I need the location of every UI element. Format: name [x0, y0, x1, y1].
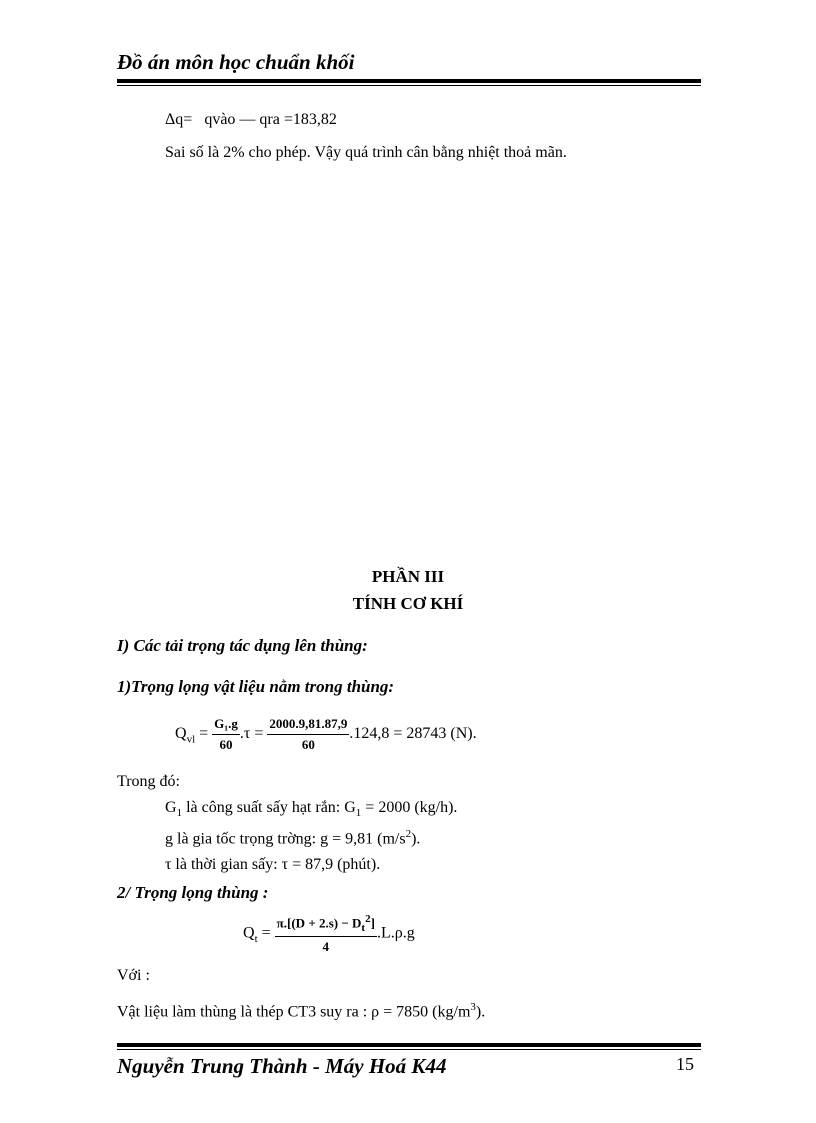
material-sup: 3 — [470, 1001, 476, 1013]
formula-qt — [243, 913, 415, 955]
formula-qt-rest: .L.ρ.g — [376, 924, 415, 942]
formula-tau: .τ = — [239, 725, 268, 743]
with-label: Với : — [117, 967, 150, 984]
fraction-denominator: 4 — [322, 938, 330, 954]
g-text: g là gia tốc trọng trờng: g = 9,81 (m/s — [165, 830, 406, 848]
footer-rule-thick — [117, 1043, 701, 1047]
numerator-tail: ] — [370, 915, 375, 931]
fraction-numerator — [275, 913, 377, 937]
formula-qt-lhs: Q — [243, 924, 255, 942]
formula-qvl-lhs: Q — [175, 725, 187, 743]
fraction-denominator: 60 — [219, 737, 233, 752]
fraction-numerator: 2000.9,81.87,9 — [267, 716, 349, 735]
material-tail: ). — [475, 1003, 486, 1021]
heading-loads: I) Các tải trọng tác dụng lên thùng: — [117, 636, 368, 655]
g-sup: 2 — [405, 828, 412, 840]
g1-symbol: G — [165, 799, 177, 816]
section-title: TÍNH CƠ KHÍ — [352, 594, 464, 613]
material-text: Vật liệu làm thùng là thép CT3 suy ra : ρ = 7850 (kg/m — [117, 1003, 471, 1021]
part-heading: PHẦN III — [371, 567, 445, 586]
where-label: Trong đó: — [117, 773, 180, 790]
delta-q-line — [165, 110, 337, 130]
fraction-denominator: 60 — [301, 737, 315, 752]
header-rule-thin — [117, 85, 701, 86]
g1-text: là công suất sấy hạt rắn: G — [182, 799, 356, 816]
formula-qt-eq: = — [257, 924, 275, 942]
formula-qvl — [175, 716, 477, 753]
formula-qt-lhs-sub: t — [254, 932, 258, 945]
fraction-numerator: G₁.g — [212, 716, 240, 735]
tau-definition: τ là thời gian sấy: τ = 87,9 (phút). — [165, 856, 381, 873]
fraction-g1g-over-60 — [212, 716, 240, 753]
fraction-numeric — [267, 716, 349, 753]
error-statement: Sai số là 2% cho phép. Vậy quá trình cân bằng nhiệt thoả mãn. — [165, 144, 567, 161]
numerator-sub: t — [361, 921, 366, 934]
g-tail: ). — [411, 830, 421, 848]
header-title: Đồ án môn học chuẩn khối — [117, 50, 355, 74]
g1-sub: 1 — [176, 807, 183, 820]
formula-qvl-eq: = — [195, 725, 213, 743]
formula-qvl-lhs-sub: vl — [186, 733, 196, 746]
g1-definition — [165, 798, 457, 823]
heading-material-weight: 1)Trọng lọng vật liệu nằm trong thùng: — [117, 677, 395, 696]
g1-value: = 2000 (kg/h). — [361, 799, 458, 816]
material-line — [117, 997, 485, 1022]
heading-drum-weight: 2/ Trọng lọng thùng : — [117, 883, 269, 902]
delta-expression: qvào — qra =183,82 — [204, 111, 337, 128]
g-definition — [165, 824, 420, 849]
header-rule-thick — [117, 79, 701, 83]
footer-rule-thin — [117, 1049, 701, 1050]
g1-sub2: 1 — [355, 807, 362, 820]
numerator-text: π.[(D + 2.s) − D — [276, 915, 362, 931]
fraction-drum — [275, 913, 377, 955]
numerator-sup: 2 — [365, 913, 371, 925]
footer-author: Nguyễn Trung Thành - Máy Hoá K44 — [117, 1054, 447, 1078]
formula-qvl-result: .124,8 = 28743 (N). — [349, 725, 477, 743]
delta-symbol: Δq= — [165, 111, 193, 128]
page-number: 15 — [676, 1054, 694, 1074]
